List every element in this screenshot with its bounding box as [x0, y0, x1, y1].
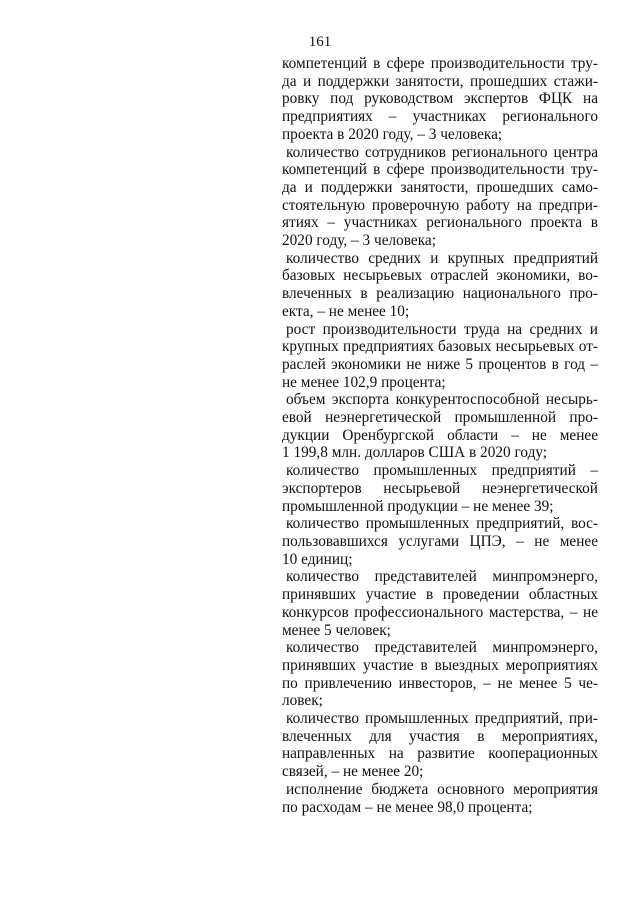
text-line: пользовавшихся услугами ЦПЭ, – не менее	[282, 532, 598, 550]
text-line: ятиях – участниках регионального проекта в	[282, 214, 598, 232]
text-line: экспортеров несырьевой неэнергетической	[282, 479, 598, 497]
text-line: количество промышленных предприятий, при-	[286, 710, 598, 728]
text-line: раслей экономики не ниже 5 процентов в год –	[282, 355, 598, 373]
body-text	[282, 55, 598, 816]
text-line: связей, – не менее 20;	[282, 763, 424, 781]
text-line: стоятельную проверочную работу на предпри-	[282, 196, 598, 214]
text-line: количество средних и крупных предприятий	[286, 249, 598, 267]
text-line: принявших участие в проведении областных	[282, 586, 598, 604]
text-line: ловек;	[282, 692, 323, 710]
text-line: по привлечению инвесторов, – не менее 5 че-	[282, 674, 598, 692]
text-line: количество промышленных предприятий, вос-	[286, 515, 598, 533]
text-line: ровку под руководством экспертов ФЦК на	[282, 90, 598, 108]
text-line: базовых несырьевых отраслей экономики, во-	[282, 267, 598, 285]
text-line: проекта в 2020 году, – 3 человека;	[282, 125, 503, 143]
text-line: компетенций в сфере производительности тру-	[282, 161, 598, 179]
text-line: принявших участие в выездных мероприятиях	[282, 656, 598, 674]
page-number: 161	[308, 34, 332, 50]
text-line: количество промышленных предприятий –	[286, 462, 598, 480]
text-line: количество представителей минпромэнерго,	[286, 568, 598, 586]
text-line: количество сотрудников регионального центра	[286, 143, 598, 161]
text-line: дукции Оренбургской области – не менее	[282, 426, 598, 444]
text-line: менее 5 человек;	[282, 621, 391, 639]
text-line: да и поддержки занятости, прошедших само-	[282, 178, 598, 196]
text-line: рост производительности труда на средних и	[286, 320, 598, 338]
text-line: влеченных для участия в мероприятиях,	[282, 727, 598, 745]
text-line: влеченных в реализацию национального про-	[282, 285, 598, 303]
text-line: конкурсов профессионального мастерства, – не	[282, 603, 598, 621]
text-line: екта, – не менее 10;	[282, 302, 410, 320]
text-line: направленных на развитие кооперационных	[282, 745, 598, 763]
text-line: количество представителей минпромэнерго,	[286, 639, 598, 657]
text-line: 2020 году, – 3 человека;	[282, 232, 436, 250]
text-line: не менее 102,9 процента;	[282, 373, 446, 391]
text-line: предприятиях – участниках регионального	[282, 108, 598, 126]
text-line: евой неэнергетической промышленной про-	[282, 409, 598, 427]
text-line: 10 единиц;	[282, 550, 353, 568]
text-line: исполнение бюджета основного мероприятия	[286, 780, 598, 798]
text-line: компетенций в сфере производительности тру-	[282, 55, 598, 72]
text-line: промышленной продукции – не менее 39;	[282, 497, 554, 515]
text-line: крупных предприятиях базовых несырьевых от-	[282, 338, 598, 356]
text-line: объем экспорта конкурентоспособной несырь-	[286, 391, 598, 409]
text-line: 1 199,8 млн. долларов США в 2020 году;	[282, 444, 548, 462]
text-line: по расходам – не менее 98,0 процента;	[282, 798, 533, 816]
text-line: да и поддержки занятости, прошедших стажи-	[282, 72, 598, 90]
